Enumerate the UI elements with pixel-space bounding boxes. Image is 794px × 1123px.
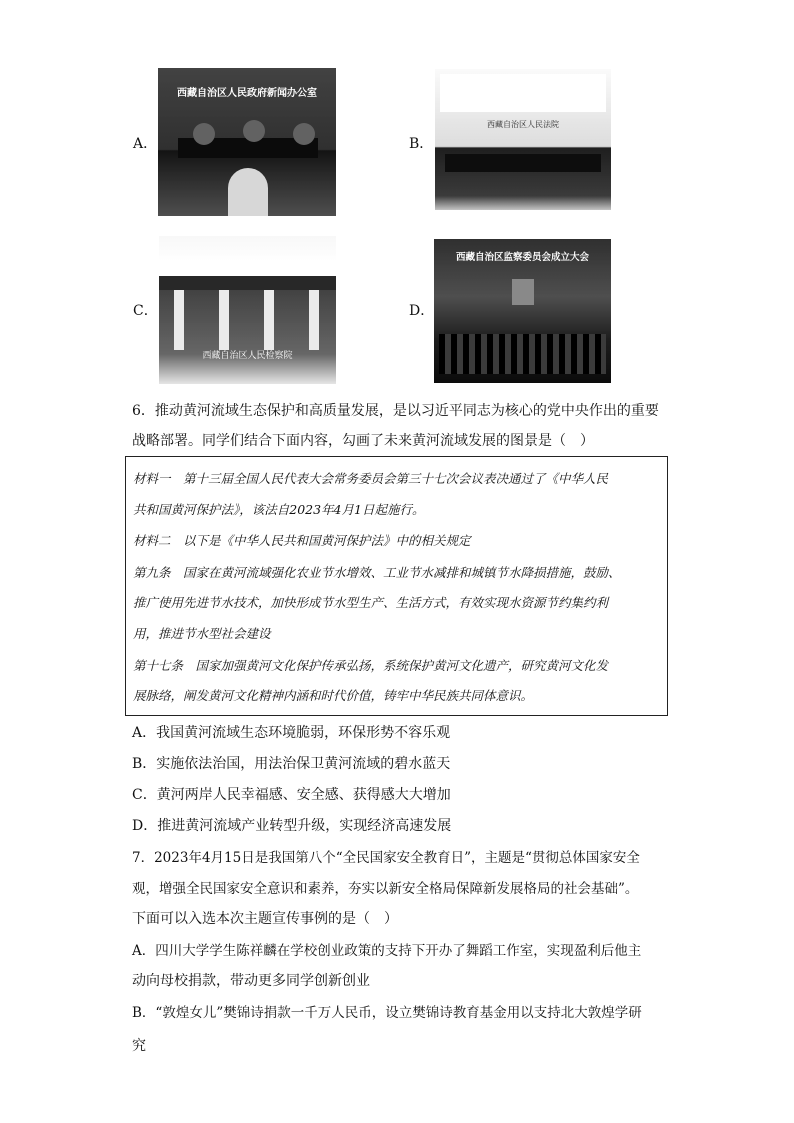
- material-line-5: 推广使用先进节水技术，加快形成节水型生产、生活方式，有效实现水资源节约集约利: [133, 595, 609, 610]
- option-a-photo: [158, 68, 336, 216]
- material-line-6: 用，推进节水型社会建设: [133, 626, 271, 641]
- material-line-8: 展脉络，阐发黄河文化精神内涵和时代价值，铸牢中华民族共同体意识。: [133, 688, 534, 703]
- photo-b-banner: 西藏自治区人民法院: [487, 120, 559, 129]
- q7-option-a-line-1: A．四川大学学生陈祥麟在学校创业政策的支持下开办了舞蹈工作室，实现盈利后他主: [132, 943, 642, 959]
- q7-option-a-line-2: 动向母校捐款，带动更多同学创新创业: [132, 973, 370, 989]
- option-c-label: C．: [133, 303, 158, 319]
- meeting-hall-photo-icon: [445, 154, 601, 172]
- photo-d-audience: [439, 334, 606, 374]
- photo-a-figure-2: [243, 120, 265, 142]
- question-6-line-1: 6．推动黄河流域生态保护和高质量发展，是以习近平同志为核心的党中央作出的重要: [132, 403, 659, 419]
- assembly-photo-icon: [512, 279, 534, 305]
- option-c-photo: [159, 236, 336, 384]
- option-d-photo: [434, 239, 611, 383]
- q6-option-b: B．实施依法治国，用法治保卫黄河流域的碧水蓝天: [132, 756, 451, 772]
- question-7-line-2: 观，增强全民国家安全意识和素养，夯实以新安全格局保障新发展格局的社会基础”。: [132, 881, 639, 897]
- q7-option-b-line-1: B．“敦煌女儿”樊锦诗捐款一千万人民币，设立樊锦诗教育基金用以支持北大敦煌学研: [132, 1005, 642, 1021]
- photo-c-pillar-2: [219, 290, 229, 350]
- material-line-1: 材料一 第十三届全国人民代表大会常务委员会第三十七次会议表决通过了《中华人民: [133, 471, 609, 486]
- option-a-label: A．: [133, 136, 158, 152]
- building-gate-photo-icon: [159, 276, 336, 290]
- photo-c-sign: 西藏自治区人民检察院: [202, 351, 293, 361]
- q6-option-d: D．推进黄河流域产业转型升级，实现经济高速发展: [132, 818, 452, 834]
- photo-c-pillar-3: [264, 290, 274, 350]
- photo-a-banner: 西藏自治区人民政府新闻办公室: [177, 88, 317, 99]
- q6-option-c: C．黄河两岸人民幸福感、安全感、获得感大大增加: [132, 787, 451, 803]
- material-line-2: 共和国黄河保护法》，该法自2023年4月1日起施行。: [133, 502, 425, 517]
- photo-c-pillar-1: [174, 290, 184, 350]
- photo-d-banner: 西藏自治区监察委员会成立大会: [455, 252, 589, 263]
- option-b-photo: [435, 69, 611, 210]
- q6-option-a: A．我国黄河流域生态环境脆弱，环保形势不容乐观: [132, 725, 451, 741]
- option-b-label: B．: [409, 136, 434, 152]
- question-7-line-3: 下面可以入选本次主题宣传事例的是（ ）: [132, 911, 398, 927]
- material-box: [125, 456, 668, 716]
- material-line-4: 第九条 国家在黄河流域强化农业节水增效、工业节水减排和城镇节水降损措施，鼓励、: [133, 565, 621, 580]
- q7-option-b-line-2: 究: [132, 1038, 146, 1054]
- material-line-3: 材料二 以下是《中华人民共和国黄河保护法》中的相关规定: [133, 533, 471, 548]
- material-line-7: 第十七条 国家加强黄河文化保护传承弘扬，系统保护黄河文化遗产，研究黄河文化发: [133, 658, 609, 673]
- option-d-label: D．: [409, 303, 435, 319]
- photo-c-pillar-4: [309, 290, 319, 350]
- question-6-line-2: 战略部署。同学们结合下面内容，勾画了未来黄河流域发展的图景是（ ）: [132, 433, 594, 449]
- photo-a-figure-1: [193, 123, 215, 145]
- photo-b-screen: [440, 74, 606, 112]
- question-7-line-1: 7．2023年4月15日是我国第八个“全民国家安全教育日”，主题是“贯彻总体国家安全: [132, 850, 640, 866]
- photo-a-podium: [228, 168, 268, 216]
- photo-a-figure-3: [293, 123, 315, 145]
